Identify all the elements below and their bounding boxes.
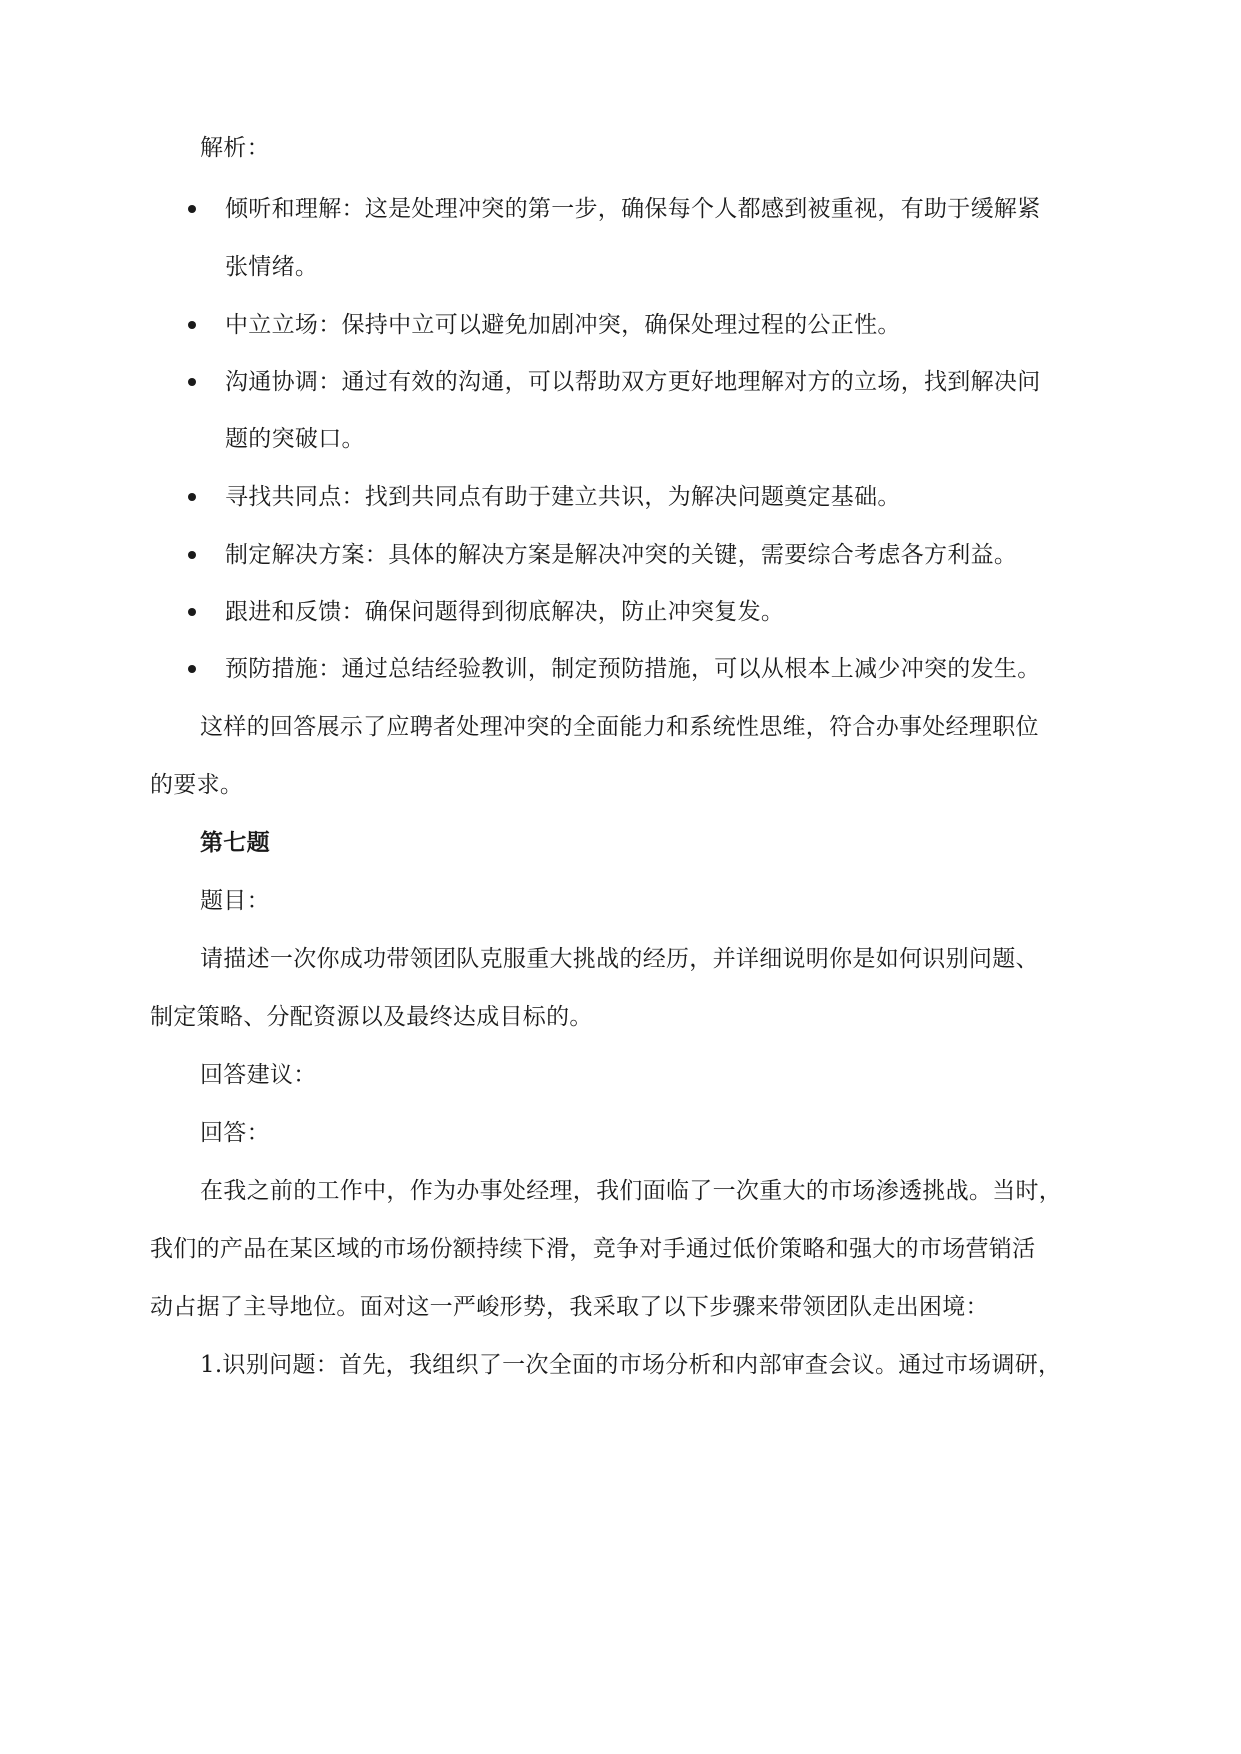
bullet-item: 中立立场：保持中立可以避免加剧冲突，确保处理过程的公正性。 <box>225 312 901 338</box>
bullet-item: 预防措施：通过总结经验教训，制定预防措施，可以从根本上减少冲突的发生。 <box>225 656 1041 682</box>
bullet-dot <box>188 378 196 386</box>
answer-label: 回答： <box>200 1120 270 1146</box>
bullet-dot <box>188 321 196 329</box>
bullet-dot <box>188 551 196 559</box>
question-heading: 第七题 <box>200 829 270 856</box>
suggestion-label: 回答建议： <box>200 1062 317 1088</box>
answer-paragraph-continuation: 我们的产品在某区域的市场份额持续下滑，竞争对手通过低价策略和强大的市场营销活 <box>150 1236 1036 1262</box>
question-label: 题目： <box>200 888 270 914</box>
summary-paragraph: 这样的回答展示了应聘者处理冲突的全面能力和系统性思维，符合办事处经理职位 <box>200 714 1039 740</box>
question-text-continuation: 制定策略、分配资源以及最终达成目标的。 <box>150 1004 593 1030</box>
bullet-dot <box>188 608 196 616</box>
bullet-item: 倾听和理解：这是处理冲突的第一步，确保每个人都感到被重视，有助于缓解紧 <box>225 196 1041 222</box>
answer-paragraph: 在我之前的工作中，作为办事处经理，我们面临了一次重大的市场渗透挑战。当时， <box>200 1178 1063 1204</box>
bullet-dot <box>188 205 196 213</box>
bullet-item-continuation: 张情绪。 <box>225 254 319 280</box>
document-page <box>150 0 1100 1754</box>
analysis-label: 解析： <box>200 135 270 161</box>
summary-paragraph-continuation: 的要求。 <box>150 772 244 798</box>
bullet-item: 沟通协调：通过有效的沟通，可以帮助双方更好地理解对方的立场，找到解决问 <box>225 369 1041 395</box>
bullet-item: 跟进和反馈：确保问题得到彻底解决，防止冲突复发。 <box>225 599 785 625</box>
step-one-paragraph: 1.识别问题：首先，我组织了一次全面的市场分析和内部审查会议。通过市场调研， <box>200 1352 1062 1378</box>
bullet-item: 制定解决方案：具体的解决方案是解决冲突的关键，需要综合考虑各方利益。 <box>225 542 1018 568</box>
bullet-item: 寻找共同点：找到共同点有助于建立共识，为解决问题奠定基础。 <box>225 484 901 510</box>
answer-paragraph-continuation: 动占据了主导地位。面对这一严峻形势，我采取了以下步骤来带领团队走出困境： <box>150 1294 989 1320</box>
bullet-dot <box>188 493 196 501</box>
bullet-item-continuation: 题的突破口。 <box>225 426 365 452</box>
bullet-dot <box>188 665 196 673</box>
question-text: 请描述一次你成功带领团队克服重大挑战的经历，并详细说明你是如何识别问题、 <box>200 946 1039 972</box>
